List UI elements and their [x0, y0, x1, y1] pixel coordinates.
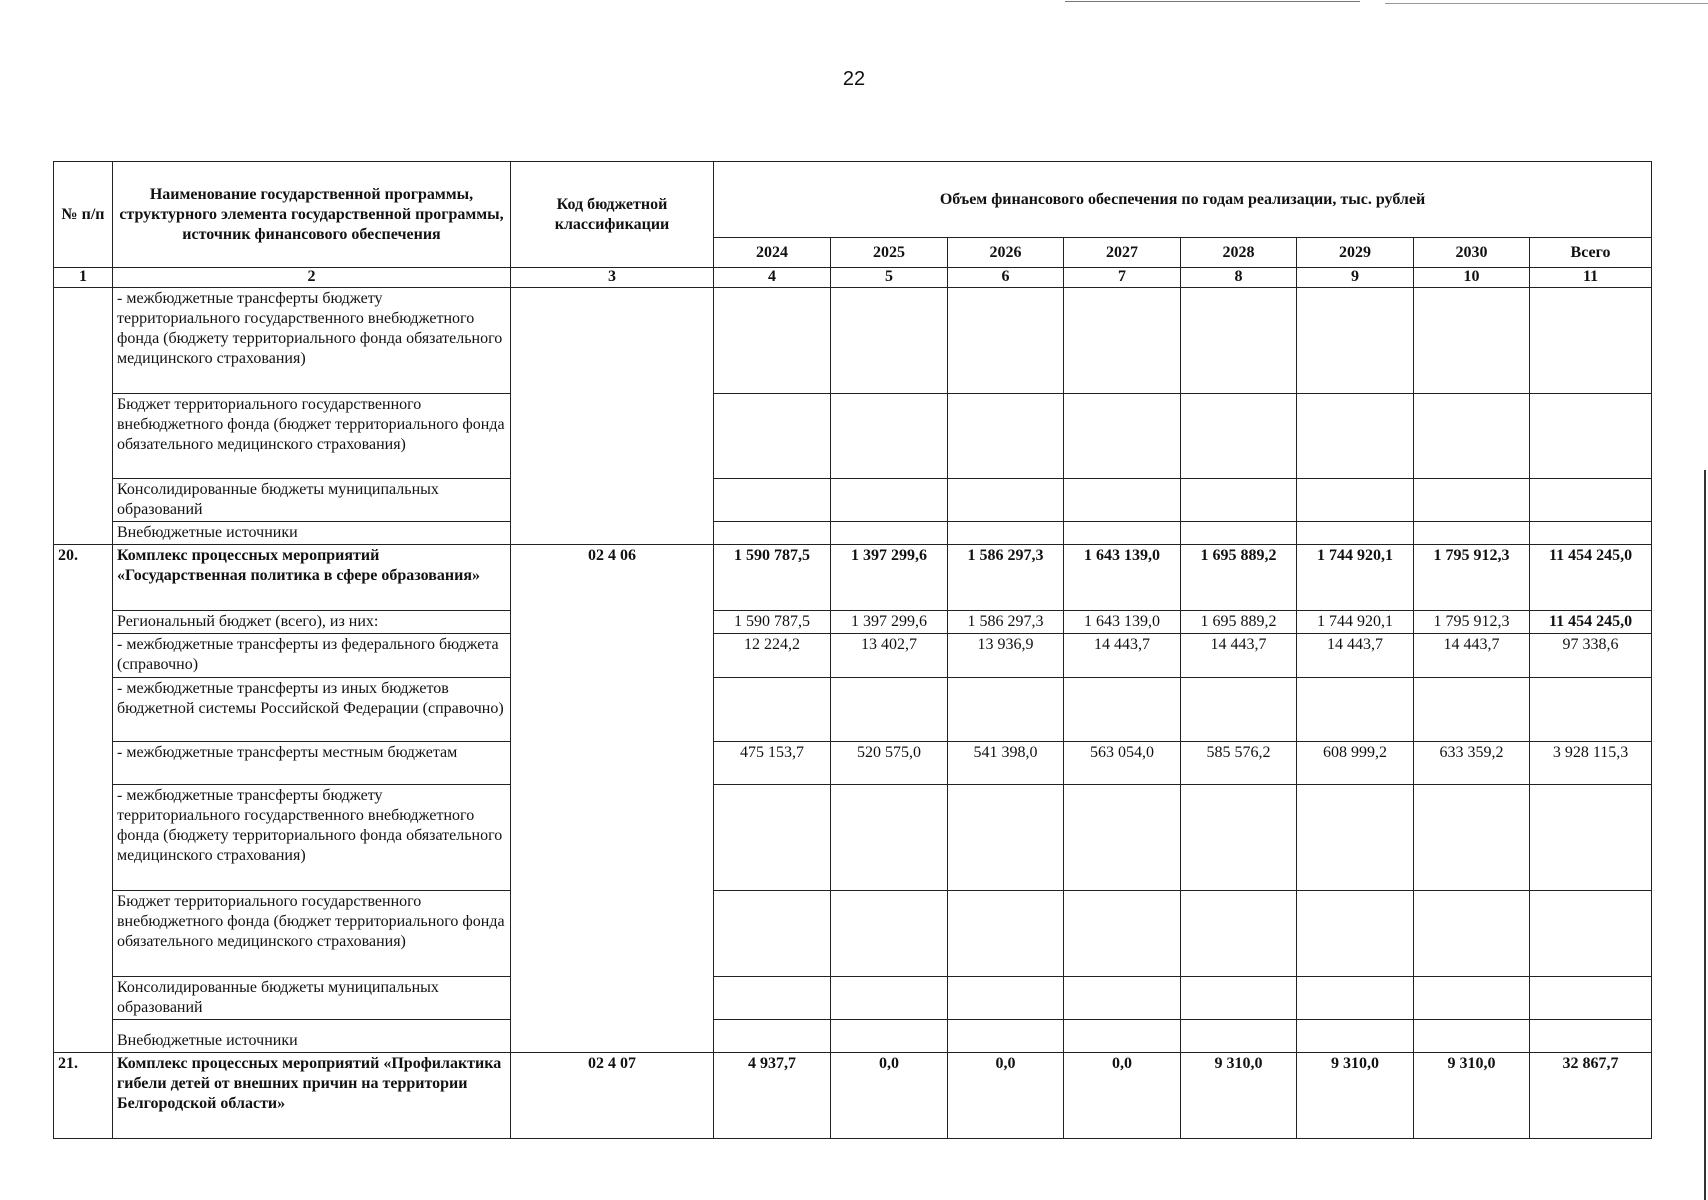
- table-row: [54, 785, 1652, 891]
- row-number: 21.: [54, 1053, 113, 1139]
- scan-artifact-line: [1385, 3, 1708, 4]
- row-value: [1414, 1020, 1530, 1053]
- header-volume: Объем финансового обеспечения по годам реализации, тыс. рублей: [714, 162, 1652, 238]
- row-value: [1530, 678, 1652, 742]
- row-name: Внебюджетные источники: [113, 522, 511, 545]
- row-value: [948, 479, 1064, 522]
- row-value: 1 643 139,0: [1064, 545, 1181, 611]
- row-value: [714, 288, 831, 394]
- row-value: [1064, 288, 1181, 394]
- row-value: 1 643 139,0: [1064, 611, 1181, 634]
- row-value: [1530, 891, 1652, 977]
- row-value: 14 443,7: [1064, 634, 1181, 678]
- column-number: 10: [1414, 268, 1530, 288]
- row-value: [1297, 785, 1414, 891]
- row-value: [1181, 1020, 1297, 1053]
- column-number: 6: [948, 268, 1064, 288]
- row-value: [1064, 678, 1181, 742]
- row-name: - межбюджетные трансферты из иных бюджетов бюджетной системы Российской Федерации (справочно): [113, 678, 511, 742]
- table-row: [54, 394, 1652, 479]
- row-value: 9 310,0: [1297, 1053, 1414, 1139]
- header-name: Наименование государственной программы, структурного элемента государственной программы, источник финансового обеспечения: [113, 162, 511, 268]
- row-value: [1414, 479, 1530, 522]
- row-value: 13 936,9: [948, 634, 1064, 678]
- row-value: [1414, 288, 1530, 394]
- column-number: 1: [54, 268, 113, 288]
- row-value: [948, 785, 1064, 891]
- row-value: [1530, 522, 1652, 545]
- row-value: [1297, 1020, 1414, 1053]
- row-value: [1414, 394, 1530, 479]
- row-value: 1 744 920,1: [1297, 611, 1414, 634]
- row-value: [831, 288, 948, 394]
- row-value: [1530, 394, 1652, 479]
- row-value: 14 443,7: [1181, 634, 1297, 678]
- table-row: [54, 891, 1652, 977]
- row-value: 633 359,2: [1414, 742, 1530, 785]
- row-value: [948, 678, 1064, 742]
- row-value: 1 695 889,2: [1181, 611, 1297, 634]
- row-value: [714, 977, 831, 1020]
- header-year: 2026: [948, 238, 1064, 268]
- row-name: Комплекс процессных мероприятий «Профилактика гибели детей от внешних причин на территории Белгородской области»: [113, 1053, 511, 1139]
- row-value: 11 454 245,0: [1530, 545, 1652, 611]
- row-value: [948, 1020, 1064, 1053]
- row-value: [1530, 1020, 1652, 1053]
- row-value: [1064, 522, 1181, 545]
- row-value: [714, 522, 831, 545]
- header-year: 2027: [1064, 238, 1181, 268]
- row-value: [1414, 522, 1530, 545]
- row-value: [831, 479, 948, 522]
- row-value: 13 402,7: [831, 634, 948, 678]
- row-value: [1181, 522, 1297, 545]
- row-value: [1181, 891, 1297, 977]
- header-no: № п/п: [54, 162, 113, 268]
- row-value: [714, 678, 831, 742]
- row-value: [1297, 891, 1414, 977]
- row-name: Консолидированные бюджеты муниципальных образований: [113, 479, 511, 522]
- row-value: 475 153,7: [714, 742, 831, 785]
- row-value: [1181, 288, 1297, 394]
- row-value: 520 575,0: [831, 742, 948, 785]
- row-value: 12 224,2: [714, 634, 831, 678]
- row-value: 1 586 297,3: [948, 611, 1064, 634]
- table-row: [54, 288, 1652, 394]
- header-year: 2024: [714, 238, 831, 268]
- row-name: Внебюджетные источники: [113, 1020, 511, 1053]
- header-year: 2025: [831, 238, 948, 268]
- row-code: [511, 288, 714, 545]
- row-value: [1414, 678, 1530, 742]
- row-value: 1 586 297,3: [948, 545, 1064, 611]
- row-value: [1181, 678, 1297, 742]
- row-value: [714, 394, 831, 479]
- row-value: [1530, 977, 1652, 1020]
- budget-table: [53, 161, 1652, 1139]
- row-value: [948, 891, 1064, 977]
- scan-artifact-line: [1065, 1, 1360, 2]
- row-value: [714, 479, 831, 522]
- row-value: [714, 1020, 831, 1053]
- row-name: Региональный бюджет (всего), из них:: [113, 611, 511, 634]
- row-value: 11 454 245,0: [1530, 611, 1652, 634]
- header-code: Код бюджетной классификации: [511, 162, 714, 268]
- row-value: 1 795 912,3: [1414, 545, 1530, 611]
- row-value: 0,0: [1064, 1053, 1181, 1139]
- row-name: - межбюджетные трансферты бюджету территориального государственного внебюджетного фонда (бюджету территориального фонда обязательного медицинского страхования): [113, 288, 511, 394]
- header-total: Всего: [1530, 238, 1652, 268]
- column-number: 11: [1530, 268, 1652, 288]
- column-number: 2: [113, 268, 511, 288]
- row-name: Комплекс процессных мероприятий «Государственная политика в сфере образования»: [113, 545, 511, 611]
- row-name: Бюджет территориального государственного внебюджетного фонда (бюджет территориального фонда обязательного медицинского страхования): [113, 891, 511, 977]
- row-code: 02 4 07: [511, 1053, 714, 1139]
- row-value: [1530, 785, 1652, 891]
- row-value: [1064, 479, 1181, 522]
- header-year: 2029: [1297, 238, 1414, 268]
- row-value: 9 310,0: [1181, 1053, 1297, 1139]
- row-number: 20.: [54, 545, 113, 1053]
- column-number: 9: [1297, 268, 1414, 288]
- row-value: [831, 678, 948, 742]
- row-value: [1414, 785, 1530, 891]
- row-value: [1297, 394, 1414, 479]
- row-value: [831, 977, 948, 1020]
- row-value: [1530, 479, 1652, 522]
- row-name: - межбюджетные трансферты местным бюджетам: [113, 742, 511, 785]
- column-number: 4: [714, 268, 831, 288]
- row-name: - межбюджетные трансферты из федерального бюджета (справочно): [113, 634, 511, 678]
- row-value: [831, 1020, 948, 1053]
- row-value: [948, 977, 1064, 1020]
- row-value: 1 695 889,2: [1181, 545, 1297, 611]
- row-value: 1 590 787,5: [714, 611, 831, 634]
- table-row: [54, 977, 1652, 1020]
- row-value: 1 397 299,6: [831, 611, 948, 634]
- header-year: 2030: [1414, 238, 1530, 268]
- page-number: 22: [842, 68, 866, 90]
- row-value: [1297, 288, 1414, 394]
- row-value: [1414, 977, 1530, 1020]
- table-row: [54, 611, 1652, 634]
- row-value: [1181, 785, 1297, 891]
- table-row: [54, 522, 1652, 545]
- row-value: [1414, 891, 1530, 977]
- row-value: [948, 288, 1064, 394]
- table-row: [54, 742, 1652, 785]
- table-row: [54, 545, 1652, 611]
- column-number: 7: [1064, 268, 1181, 288]
- row-value: [831, 394, 948, 479]
- row-value: 4 937,7: [714, 1053, 831, 1139]
- row-value: [831, 785, 948, 891]
- column-number: 8: [1181, 268, 1297, 288]
- row-value: 1 795 912,3: [1414, 611, 1530, 634]
- row-value: 32 867,7: [1530, 1053, 1652, 1139]
- column-number: 3: [511, 268, 714, 288]
- row-value: [1064, 977, 1181, 1020]
- row-value: [714, 785, 831, 891]
- row-value: [714, 891, 831, 977]
- row-value: [1297, 479, 1414, 522]
- row-value: [1064, 891, 1181, 977]
- row-value: 97 338,6: [1530, 634, 1652, 678]
- scan-artifact-edge: [1704, 470, 1706, 1200]
- row-value: 14 443,7: [1414, 634, 1530, 678]
- row-value: 1 744 920,1: [1297, 545, 1414, 611]
- row-name: Консолидированные бюджеты муниципальных образований: [113, 977, 511, 1020]
- row-value: [831, 522, 948, 545]
- row-value: 563 054,0: [1064, 742, 1181, 785]
- column-number: 5: [831, 268, 948, 288]
- row-number: [54, 288, 113, 545]
- row-name: - межбюджетные трансферты бюджету территориального государственного внебюджетного фонда (бюджету территориального фонда обязательного медицинского страхования): [113, 785, 511, 891]
- row-value: 0,0: [948, 1053, 1064, 1139]
- row-value: [1064, 785, 1181, 891]
- row-value: 9 310,0: [1414, 1053, 1530, 1139]
- row-value: [1064, 1020, 1181, 1053]
- row-value: 1 590 787,5: [714, 545, 831, 611]
- row-code: 02 4 06: [511, 545, 714, 1053]
- row-name: Бюджет территориального государственного внебюджетного фонда (бюджет территориального фонда обязательного медицинского страхования): [113, 394, 511, 479]
- table-row: [54, 479, 1652, 522]
- row-value: 541 398,0: [948, 742, 1064, 785]
- row-value: [1297, 522, 1414, 545]
- row-value: [831, 891, 948, 977]
- header-year: 2028: [1181, 238, 1297, 268]
- row-value: [1530, 288, 1652, 394]
- row-value: 0,0: [831, 1053, 948, 1139]
- row-value: [948, 522, 1064, 545]
- row-value: [1064, 394, 1181, 479]
- row-value: [1181, 479, 1297, 522]
- row-value: 608 999,2: [1297, 742, 1414, 785]
- row-value: [1297, 977, 1414, 1020]
- table-row: [54, 1020, 1652, 1053]
- row-value: 585 576,2: [1181, 742, 1297, 785]
- row-value: 1 397 299,6: [831, 545, 948, 611]
- row-value: [1297, 678, 1414, 742]
- row-value: 3 928 115,3: [1530, 742, 1652, 785]
- row-value: 14 443,7: [1297, 634, 1414, 678]
- row-value: [1181, 394, 1297, 479]
- table-row: [54, 1053, 1652, 1139]
- row-value: [948, 394, 1064, 479]
- row-value: [1181, 977, 1297, 1020]
- table-row: [54, 634, 1652, 678]
- table-row: [54, 678, 1652, 742]
